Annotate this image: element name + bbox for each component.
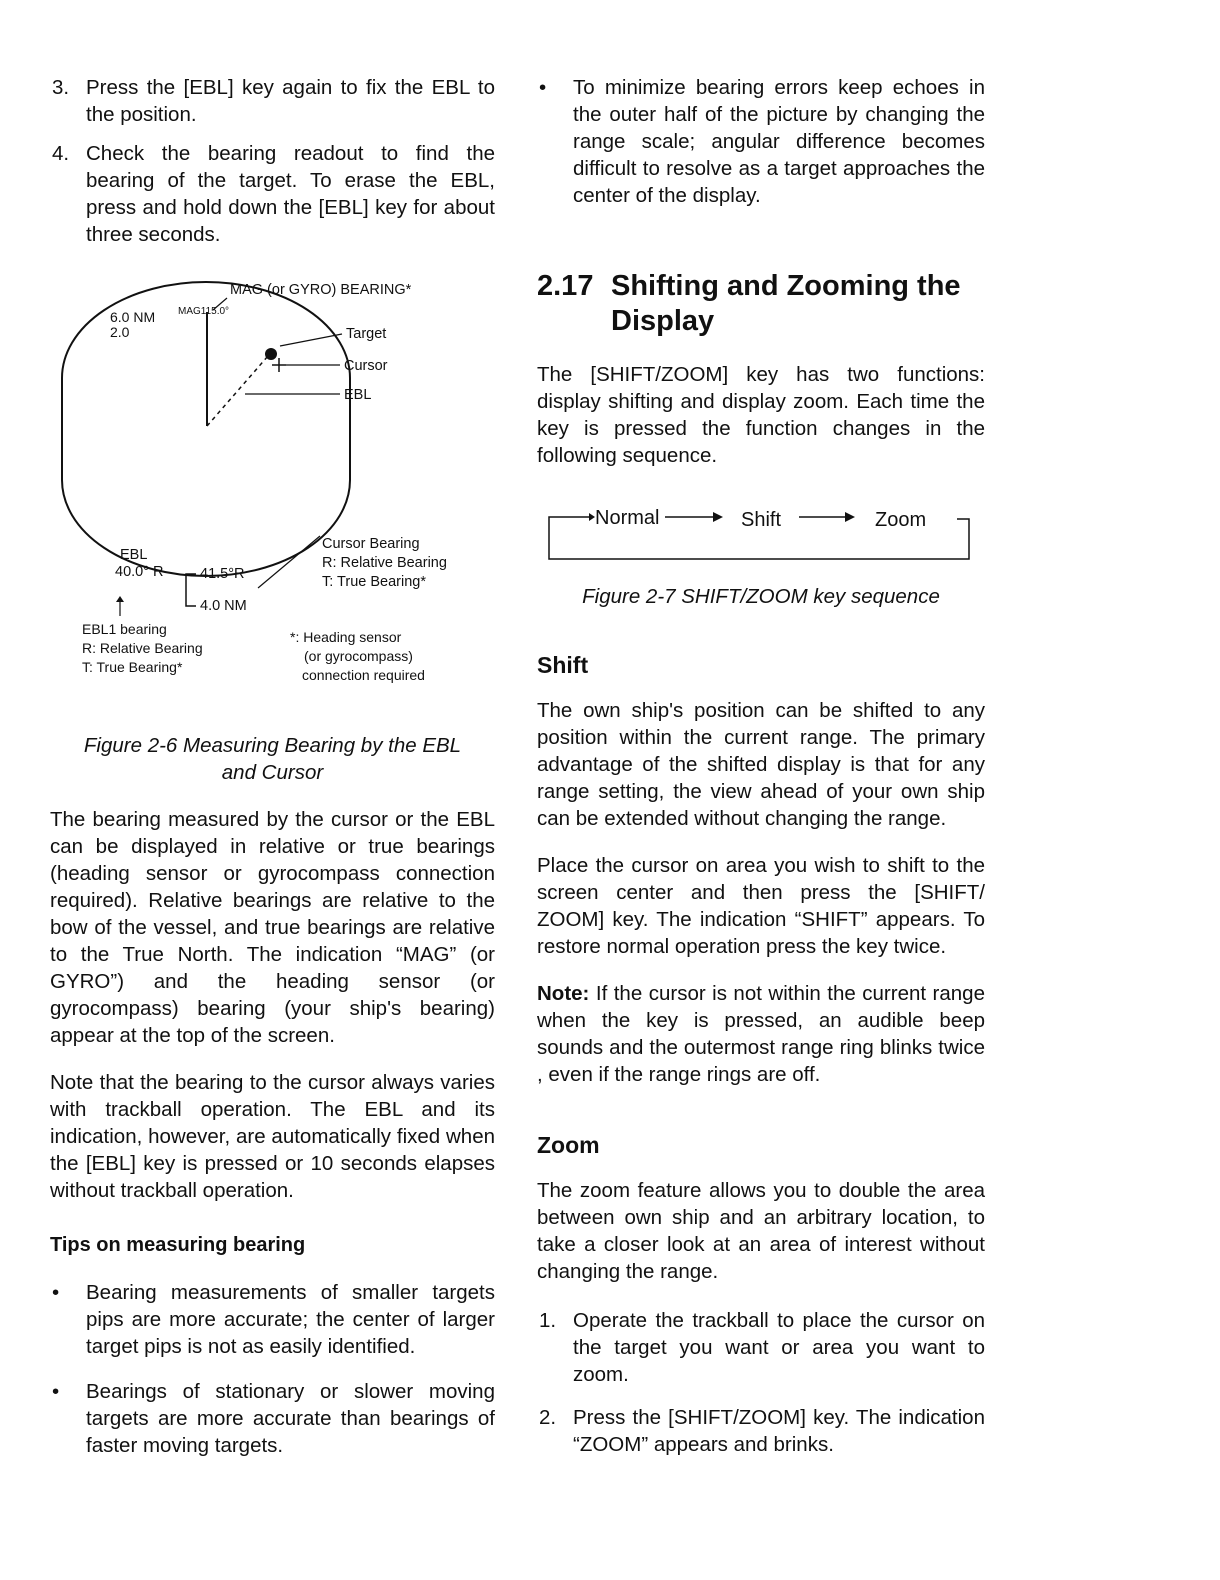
range-label: 6.0 NM [110,309,156,325]
note-label: Note: [537,982,590,1005]
zoom-step-list [537,1307,985,1458]
note-paragraph: Note: If the cursor is not within the current range when the key is pressed, an audible beep sounds and the outermost range ring blinks twice , even if the range rings are off. [537,982,985,1086]
footnote-line-1: *: Heading sensor [290,629,402,645]
sequence-zoom: Zoom [875,509,927,531]
cursor-label: Cursor [344,358,388,374]
sequence-normal: Normal [595,507,660,529]
shift-heading: Shift [537,652,589,678]
ebl-readout-value: 40.0° R [115,564,164,580]
ebl-readout-title: EBL [120,547,148,563]
cursor-bearing-readout: 41.5°R [200,566,245,582]
cursor-range-readout: 4.0 NM [200,598,247,614]
paragraph: The bearing measured by the cursor or the EBL can be displayed in relative or true bearings (heading sensor or gyrocompass connection required). Relative bearings are relative to the bow of the vessel, and true bearings are relative to the True North. The indication “MAG” (or GYRO”) and the heading sensor (or gyrocompass) bearing (your ship's bearing) appear at the top of the screen. [50,808,495,1047]
mag-readout: MAG115.0° [178,306,230,317]
right-column [537,74,985,1458]
target-leader [280,334,342,346]
readout-bracket [186,574,196,606]
bullet-list [537,74,985,209]
arrowhead [713,512,723,522]
list-item: 1. Operate the trackball to place the cursor on the target you want or area you want to zoom. [539,1309,985,1386]
target-label: Target [346,326,387,342]
target-pip [265,348,277,360]
list-item: 4. Check the bearing readout to find the bearing of the target. To erase the EBL, press and hold down the [EBL] key for about three seconds. [52,142,495,246]
bullet-dot: • [539,76,547,99]
list-item: 3. Press the [EBL] key again to fix the EBL to the position. [52,76,495,126]
list-item: • Bearing measurements of smaller targets pips are more accurate; the center of larger target pips is not as easily identified. [52,1281,495,1358]
step-list [50,74,495,248]
bullet-dot: • [52,1380,60,1403]
cursor-mark [272,358,286,372]
paragraph: The zoom feature allows you to double the area between own ship and an arbitrary location, to take a closer look at an area of interest without changing the range. [537,1179,985,1283]
section-number: 2.17 [537,270,594,302]
cursor-bearing-title: Cursor Bearing [322,536,420,552]
mag-bearing-label: MAG (or GYRO) BEARING* [230,282,412,298]
footnote-line-2: (or gyrocompass) [304,648,413,664]
ebl1-title: EBL1 bearing [82,621,167,637]
ebl-line [207,356,268,426]
list-item: • To minimize bearing errors keep echoes in the outer half of the picture by changing the range scale; angular difference becomes difficult to resolve as a target approaches the center of the display. [539,76,985,207]
list-item: • Bearings of stationary or slower moving targets are more accurate than bearings of faster moving targets. [52,1380,495,1457]
section-heading [537,269,985,339]
list-item: 2. Press the [SHIFT/ZOOM] key. The indication “ZOOM” appears and brinks. [539,1406,985,1456]
ring-interval-label: 2.0 [110,324,130,340]
bullet-dot: • [52,1281,60,1304]
figure-2-6-caption: Figure 2-6 Measuring Bearing by the EBL and Cursor [83,734,462,784]
paragraph: The [SHIFT/ZOOM] key has two functions: display shifting and display zoom. Each time the key is pressed the function changes in the following sequence. [537,363,985,467]
paragraph: Note that the bearing to the cursor always varies with trackball operation. The EBL and its indication, however, are automatically fixed when the [EBL] key is pressed or 10 seconds elapses without trackball operation. [50,1071,495,1202]
ebl-bearing-figure [50,270,495,710]
ebl1-true: T: True Bearing* [82,659,183,675]
footnote-line-3: connection required [302,667,425,683]
sequence-shift: Shift [741,509,782,531]
cursor-bearing-leader [258,536,320,588]
left-column [50,74,495,1459]
tips-heading: Tips on measuring bearing [50,1234,306,1256]
ebl-label: EBL [344,387,372,403]
tips-list [50,1279,495,1459]
section-title: Shifting and Zooming the Display [611,270,961,337]
cursor-bearing-relative: R: Relative Bearing [322,555,447,571]
cursor-bearing-true: T: True Bearing* [322,574,426,590]
shift-zoom-sequence-diagram [537,497,985,577]
ebl1-relative: R: Relative Bearing [82,640,203,656]
figure-2-7-caption: Figure 2-7 SHIFT/ZOOM key sequence [582,585,940,608]
paragraph: Place the cursor on area you wish to shift to the screen center and then press the [SHIFT/ ZOOM] key. The indication “SHIFT” appears. To restore normal operation press the key twice. [537,854,985,958]
zoom-heading: Zoom [537,1132,600,1158]
paragraph: The own ship's position can be shifted to any position within the current range. The primary advantage of the shifted display is that for any range setting, the view ahead of your own ship can be extended without changing the range. [537,699,985,830]
ebl1-arrowhead [116,596,124,602]
arrowhead [845,512,855,522]
